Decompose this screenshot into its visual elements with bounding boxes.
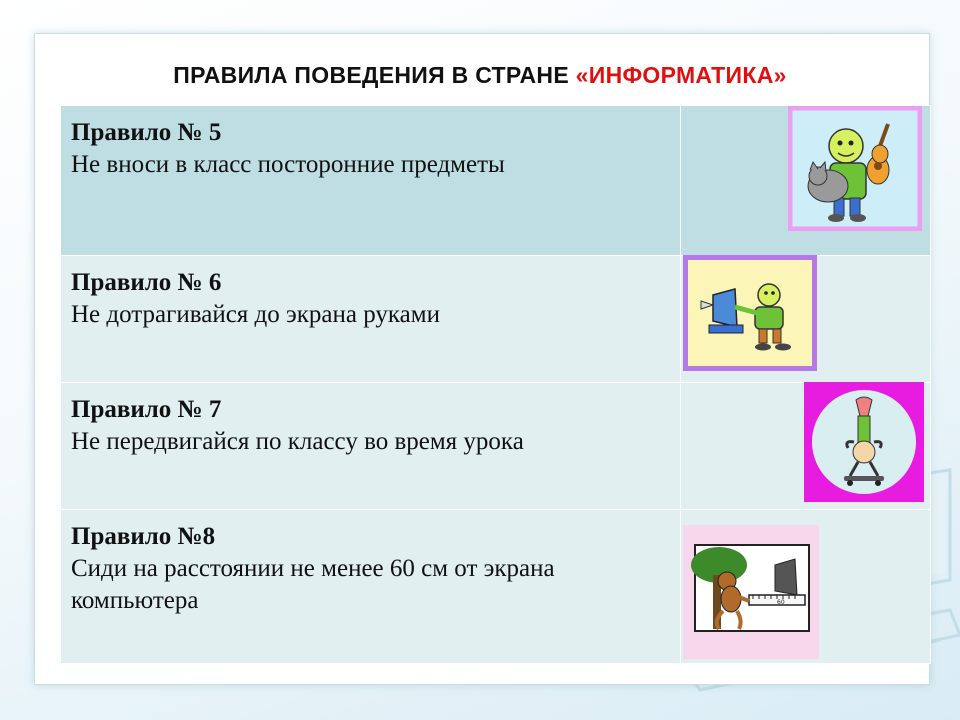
rule-text-cell <box>61 510 681 664</box>
boy-with-cat-and-guitar-icon <box>788 106 922 231</box>
title-main: ПРАВИЛА ПОВЕДЕНИЯ В СТРАНЕ <box>173 62 576 88</box>
rule-title: Правило № 5 <box>71 119 222 146</box>
rule-title: Правило №8 <box>71 523 216 550</box>
rule-description: Не передвигайся по классу во время урока <box>71 428 524 455</box>
title-accent: «ИНФОРМАТИКА» <box>575 62 787 88</box>
rule-row-7 <box>61 383 931 510</box>
rule-title: Правило № 6 <box>71 269 222 296</box>
rule-description: Не дотрагивайся до экрана руками <box>71 301 440 328</box>
rule-text-cell <box>61 383 681 510</box>
monkey-ruler-monitor-icon <box>683 525 819 659</box>
rule-text-cell <box>61 106 681 256</box>
rule-text-cell <box>61 256 681 383</box>
ruler-label: 60 <box>777 599 785 606</box>
girl-handstand-icon <box>804 382 924 502</box>
rule-description: Не вноси в класс посторонние предметы <box>71 151 505 178</box>
slide-title <box>0 62 960 89</box>
rule-description: Сиди на расстоянии не менее 60 см от экрана компьютера <box>71 555 555 614</box>
rule-title: Правило № 7 <box>71 396 222 423</box>
boy-touching-monitor-icon <box>683 255 817 371</box>
